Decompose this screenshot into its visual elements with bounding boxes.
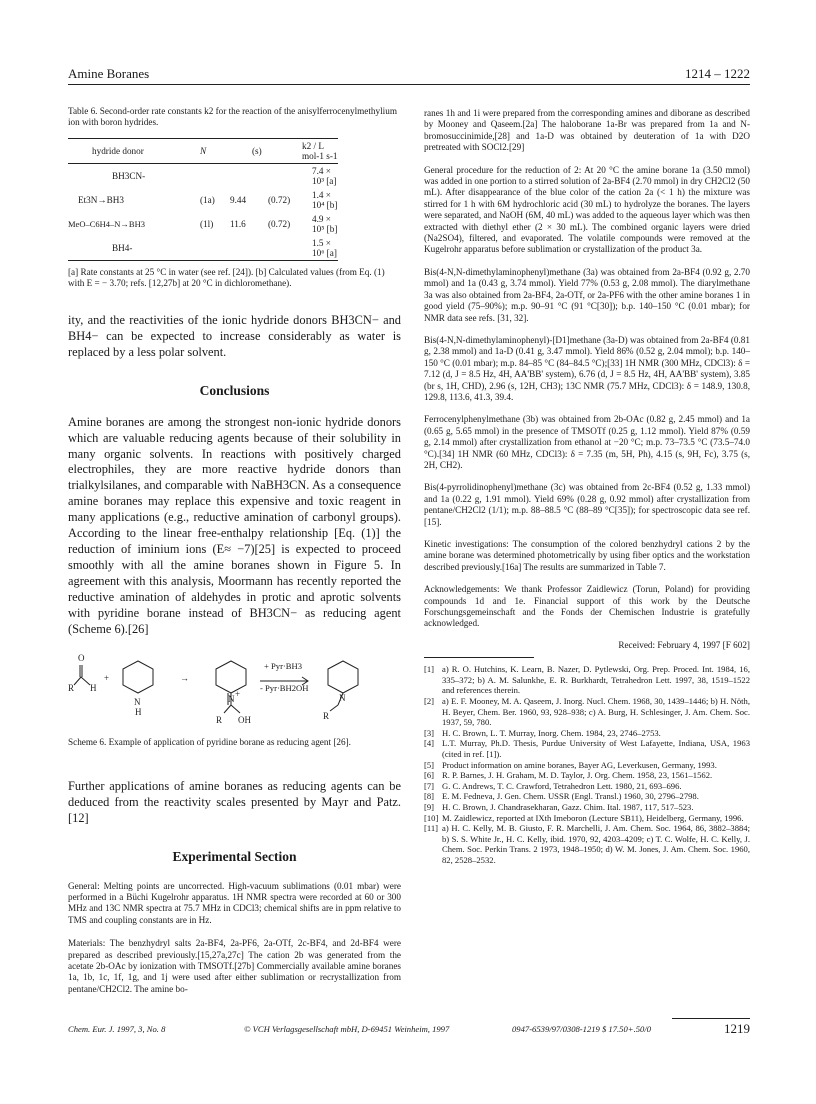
general-paragraph: General: Melting points are uncorrected. High-vacuum sublimations (0.01 mbar) were performed in a Büchi Kugelrohr apparatus. 1H NMR spectra were recorded at 60 or 300 MHz and 13C NMR spectra at 75.7 MHz in CDCl3; chemical shifts are in ppm relative to TMS and coupling constants are in Hz. xyxy=(68,880,401,925)
page-range: 1214 – 1222 xyxy=(685,66,750,81)
left-column xyxy=(68,106,401,995)
reference-number: [5] xyxy=(424,759,435,770)
references-rule xyxy=(424,657,534,658)
table-row xyxy=(68,236,338,260)
donor-cell: BH4- xyxy=(112,243,133,253)
reference-text: R. P. Barnes, J. H. Graham, M. D. Taylor, J. Org. Chem. 1958, 23, 1561–1562. xyxy=(442,770,713,781)
general-procedure-paragraph: General procedure for the reduction of 2: At 20 °C the amine borane 1a (3.50 mmol) was added in one portion to a stirred solution of 2a-BF4 (2.70 mmol) in dry CH2Cl2 (50 mL). After disappearance of the blue color of the cation 2a (< 1 h) the mixture was stirred for 1 h with 6M hydrochloric acid (30 mL) to hydrolyze the boranes. The layers were separated, and NaOH (6M, 40 mL) was added to the aqueous layer which was then extracted with diethyl ether (2 × 30 mL). The combined organic layers were dried (Na2SO4), filtered, and evaporated. The volatile compounds were removed at the Kugelrohr apparatus before sublimation or crystallization of the product 3a. xyxy=(424,164,750,255)
paragraph: Further applications of amine boranes as reducing agents can be deduced from the reactivity scales presented by Mayr and Patz.[12] xyxy=(68,778,401,825)
svg-text:O: O xyxy=(78,653,85,664)
received-date: Received: February 4, 1997 [F 602] xyxy=(618,639,750,650)
footer-rule xyxy=(672,1018,750,1019)
svg-text:N: N xyxy=(134,697,141,708)
table6 xyxy=(68,139,338,163)
k-cell: 4.9 × 10⁵ [b] xyxy=(312,214,338,234)
k-cell: 7.4 × 10³ [a] xyxy=(312,166,337,186)
reference-item xyxy=(424,728,750,739)
reference-number: [9] xyxy=(424,801,435,812)
reference-text: M. Zaidlewicz, reported at IXth Imeboron (Lecture SB11), Heidelberg, Germany, 1996. xyxy=(442,812,744,823)
table-bottom-rule xyxy=(68,260,338,261)
table-top-rule xyxy=(68,138,338,139)
s-cell xyxy=(268,164,312,188)
table6-footnote: [a] Rate constants at 25 °C in water (see ref. [24]). [b] Calculated values (from Eq. (1) with E = − 3.70; refs. [12,27b] at 20 °C in dichloromethane). xyxy=(68,267,385,289)
reference-item xyxy=(424,802,750,813)
s-cell: (0.72) xyxy=(268,195,291,205)
n-cell: 11.6 xyxy=(230,219,246,229)
svg-text:H: H xyxy=(90,683,97,694)
references-list xyxy=(424,664,750,865)
reference-item xyxy=(424,664,750,696)
reference-text: a) E. F. Mooney, M. A. Qaseem, J. Inorg. Nucl. Chem. 1968, 30, 1439–1446; b) H. Nöth, H. Beyer, Chem. Ber. 1960, 93, 928–938; c) A. Burg, H. Schlesinger, J. Am. Chem. Soc. 1937, 59, 780. xyxy=(442,696,750,728)
reference-item xyxy=(424,696,750,728)
id-cell: (1l) xyxy=(200,219,214,229)
table-row xyxy=(68,188,338,212)
materials-paragraph: Materials: The benzhydryl salts 2a-BF4, 2a-PF6, 2a-OTf, 2c-BF4, and 2d-BF4 were prepared as described previously.[15,27a,27c] The cation 2b was generated from the acetate 2b-OAc by ionization with TMSOTf.[27b] Commercially available amine boranes 1a, 1b, 1c, 1f, 1g, and 1j were used after either sublimation or recrystallization from pentane/CH2Cl2. The amine bo- xyxy=(68,938,401,994)
acknowledgements-paragraph: Acknowledgements: We thank Professor Zaidlewicz (Torun, Poland) for providing compounds 1d and 1e. Financial support of this work by the Deutsche Forschungsgemeinschaft and the Fonds der Chemischen Industrie is gratefully acknowledged. xyxy=(424,584,750,629)
scheme6-caption: Scheme 6. Example of application of pyridine borane as reducing agent [26]. xyxy=(68,737,351,748)
conclusions-heading: Conclusions xyxy=(199,382,270,398)
reference-number: [10] xyxy=(424,812,439,823)
svg-text:R: R xyxy=(68,683,75,694)
s-cell: (0.72) xyxy=(268,219,291,229)
table-row xyxy=(68,212,338,236)
reference-number: [7] xyxy=(424,780,435,791)
id-cell xyxy=(200,236,230,260)
running-title: Amine Boranes xyxy=(68,66,150,81)
experimental-heading: Experimental Section xyxy=(172,848,297,864)
reference-text: E. M. Fedneva, J. Gen. Chem. USSR (Engl. Transl.) 1960, 30, 2796–2798. xyxy=(442,791,699,802)
scheme-reagent-bottom: - Pyr·BH2OH xyxy=(260,683,309,694)
compound-3a-paragraph: Bis(4-N,N-dimethylaminophenyl)methane (3a) was obtained from 2a-BF4 (0.92 g, 2.70 mmol) and 1a (0.43 g, 3.74 mmol). Yield 77% (0.53 g, 2.08 mmol). The diarylmethane 3a was also obtained from 2a-BF4, 2a-OTf, or 2a-PF6 with the other amine boranes 1 in good yield (75–90%); m.p. 90–91 °C (91 °C[30]); b.p. 140–150 °C (0.01 mbar); for NMR data see refs. [31, 32]. xyxy=(424,266,750,323)
reference-item xyxy=(424,760,750,771)
reference-item xyxy=(424,813,750,824)
svg-text:→: → xyxy=(180,673,189,684)
reference-number: [8] xyxy=(424,791,435,802)
reference-text: G. C. Andrews, T. C. Crawford, Tetrahedron Lett. 1980, 21, 693–696. xyxy=(442,780,682,791)
id-cell: (1a) xyxy=(200,195,215,205)
svg-text:H: H xyxy=(135,707,142,718)
footer-journal: Chem. Eur. J. 1997, 3, No. 8 xyxy=(68,1024,166,1034)
donor-cell: MeO–C6H4–N→BH3 xyxy=(68,219,145,229)
conclusions-paragraph: Amine boranes are among the strongest non-ionic hydride donors which are valuable reducing agents because of their solubility in many organic solvents. In reactions with positively charged electrophiles, they are more reactive hydride donors than trialkylsilanes, and comparable with NaBH3CN. As a consequence amine boranes may replace this expensive and toxic reagent in many applications (e.g., reductive amination of carbonyl groups). According to the linear free-enthalpy relationship [Eq. (1)] the reduction of iminium ions (E≈ −7)[25] is expected to proceed smoothly with all the amine boranes shown in Figure 5. In agreement with this analysis, Moormann has recently reported the reductive amination of aldehydes in protic and aprotic solvents with pyridine borane instead of BH3CN− as reducing agent (Scheme 6).[26] xyxy=(68,414,401,636)
n-cell: 9.44 xyxy=(230,195,247,205)
svg-text:R: R xyxy=(323,711,330,722)
kinetic-paragraph: Kinetic investigations: The consumption of the colored benzhydryl cations 2 by the amine borane was determined photometrically by using fiber optics and the workstation described previously.[16a] The results are summarized in Table 7. xyxy=(424,539,750,572)
col-header-n: N xyxy=(200,146,207,156)
reference-item xyxy=(424,738,750,759)
table-row xyxy=(68,164,338,188)
reference-text: H. C. Brown, L. T. Murray, Inorg. Chem. 1984, 23, 2746–2753. xyxy=(442,727,661,738)
k-cell: 1.5 × 10⁶ [a] xyxy=(312,238,337,258)
reference-item xyxy=(424,770,750,781)
table6-caption: Table 6. Second-order rate constants k2 for the reaction of the anisylferrocenylmethylium ion with boron hydrides. xyxy=(68,106,397,128)
donor-cell: BH3CN- xyxy=(112,171,146,181)
footer-publisher: © VCH Verlagsgesellschaft mbH, D-69451 Weinheim, 1997 xyxy=(244,1024,450,1034)
scheme-reagent-top: + Pyr·BH3 xyxy=(264,661,303,672)
table6-body xyxy=(68,164,338,260)
paragraph: ranes 1h and 1i were prepared from the corresponding amines and diborane as described by Mooney and Qaseem.[2a] The haloborane 1a-Br was prepared from 1a and N-bromosuccinimide,[28] and 1a-D was obtained by deuteration of 1a with D2O pretreated with SOCl2.[29] xyxy=(424,108,750,153)
reference-number: [11] xyxy=(424,823,438,834)
donor-cell: Et3N→BH3 xyxy=(78,195,124,205)
reference-text: a) H. C. Kelly, M. B. Giusto, F. R. Marchelli, J. Am. Chem. Soc. 1964, 86, 3882–3884; b) S. S. White Jr., H. C. Kelly, ibid. 1970, 92, 4203–4209; c) T. C. Wolfe, H. C. Kelly, J. Chem. Soc. Perkin Trans. 2 1973, 1948–1950; d) W. M. Jones, J. Am. Chem. Soc. 1960, 82, 2528–2532. xyxy=(442,823,750,865)
footer-issn: 0947-6539/97/0308-1219 $ 17.50+.50/0 xyxy=(512,1024,651,1034)
reference-number: [2] xyxy=(424,696,435,707)
reference-number: [1] xyxy=(424,664,435,675)
svg-text:+: + xyxy=(104,673,110,684)
reaction-scheme-graphic xyxy=(68,647,401,735)
n-cell xyxy=(230,236,268,260)
compound-3c-paragraph: Bis(4-pyrrolidinophenyl)methane (3c) was obtained from 2c-BF4 (0.52 g, 1.33 mmol) and 1a (0.22 g, 1.91 mmol). Yield 69% (0.28 g, 0.92 mmol) after crystallization from pentane/CH2Cl2 (1/1); m.p. 88–88.5 °C (88–89 °C[35]); for spectroscopic data see ref. [15]. xyxy=(424,482,750,527)
reference-text: Product information on amine boranes, Bayer AG, Leverkusen, Germany, 1993. xyxy=(442,759,717,770)
page-number: 1219 xyxy=(724,1021,750,1036)
k-cell: 1.4 × 10⁴ [b] xyxy=(312,190,338,210)
header-rule xyxy=(68,84,750,85)
svg-text:OH: OH xyxy=(238,715,251,726)
reference-item xyxy=(424,791,750,802)
col-header-s: (s) xyxy=(252,146,262,156)
col-header-k: k2 / L mol-1 s-1 xyxy=(302,141,338,161)
scheme-6 xyxy=(68,647,401,735)
svg-text:R: R xyxy=(216,715,223,726)
compound-3b-paragraph: Ferrocenylphenylmethane (3b) was obtained from 2b-OAc (0.82 g, 2.45 mmol) and 1a (0.65 g, 5.65 mmol) in the presence of TMSOTf (0.25 g, 1.12 mmol). Yield 87% (0.59 g, 2.14 mmol) after crystallization from ethanol at −20 °C; m.p. 73–73.5 °C (73.5–74.0 °C).[34] 1H NMR (60 MHz, CDCl3): δ = 7.35 (m, 5H, Ph), 4.15 (s, 9H, Fc), 3.75 (s, 2H, CH2). xyxy=(424,414,750,470)
svg-text:+: + xyxy=(235,689,241,700)
compound-3a-d-paragraph: Bis(4-N,N-dimethylaminophenyl)-[D1]methane (3a-D) was obtained from 2a-BF4 (0.81 g, 2.38 mmol) and 1a-D (0.41 g, 3.47 mmol). Yield 86% (0.52 g, 2.04 mmol); b.p. 140–150 °C (0.01 mbar); m.p. 84–85 °C (84–84.5 °C);[33] 1H NMR (300 MHz, CDCl3): δ = 7.12 (d, J = 8.5 Hz, 4H, AA'BB' system), 6.76 (d, J = 8.5 Hz, 4H, AA'BB' system), 3.85 (br s, 1H, CHD), 2.96 (s, 12H, CH3); 13C NMR (75.7 MHz, CDCl3): δ = 148.9, 130.8, 129.8, 113.6, 41.3, 39.4. xyxy=(424,334,750,402)
n-cell xyxy=(230,164,268,188)
id-cell xyxy=(200,164,230,188)
reference-text: L.T. Murray, Ph.D. Thesis, Purdue University of West Lafayette, Indiana, USA, 1963 (cited in ref. [1]). xyxy=(442,738,750,759)
right-column xyxy=(424,108,750,866)
col-header-donor: hydride donor xyxy=(92,146,144,156)
reference-item xyxy=(424,823,750,865)
reference-item xyxy=(424,781,750,792)
s-cell xyxy=(268,236,312,260)
reference-text: H. C. Brown, J. Chandrasekharan, Gazz. Chim. Ital. 1987, 117, 517–523. xyxy=(442,801,694,812)
reference-number: [3] xyxy=(424,727,435,738)
reference-number: [6] xyxy=(424,770,435,781)
reference-text: a) R. O. Hutchins, K. Learn, B. Nazer, D. Pytlewski, Org. Prep. Proced. Int. 1984, 16, 335–372; b) A. M. Salunkhe, E. R. Burkhardt, Tetrahedron Lett. 1997, 38, 1519–1522 and references therein. xyxy=(442,664,750,696)
table-mid-rule xyxy=(68,163,338,164)
reference-number: [4] xyxy=(424,738,435,749)
table-header-row xyxy=(68,139,338,163)
svg-text:N: N xyxy=(228,694,235,705)
svg-text:N: N xyxy=(339,693,346,704)
paragraph: ity, and the reactivities of the ionic hydride donors BH3CN− and BH4− can be expected to increase considerably as water is replaced by a less polar solvent. xyxy=(68,313,401,359)
